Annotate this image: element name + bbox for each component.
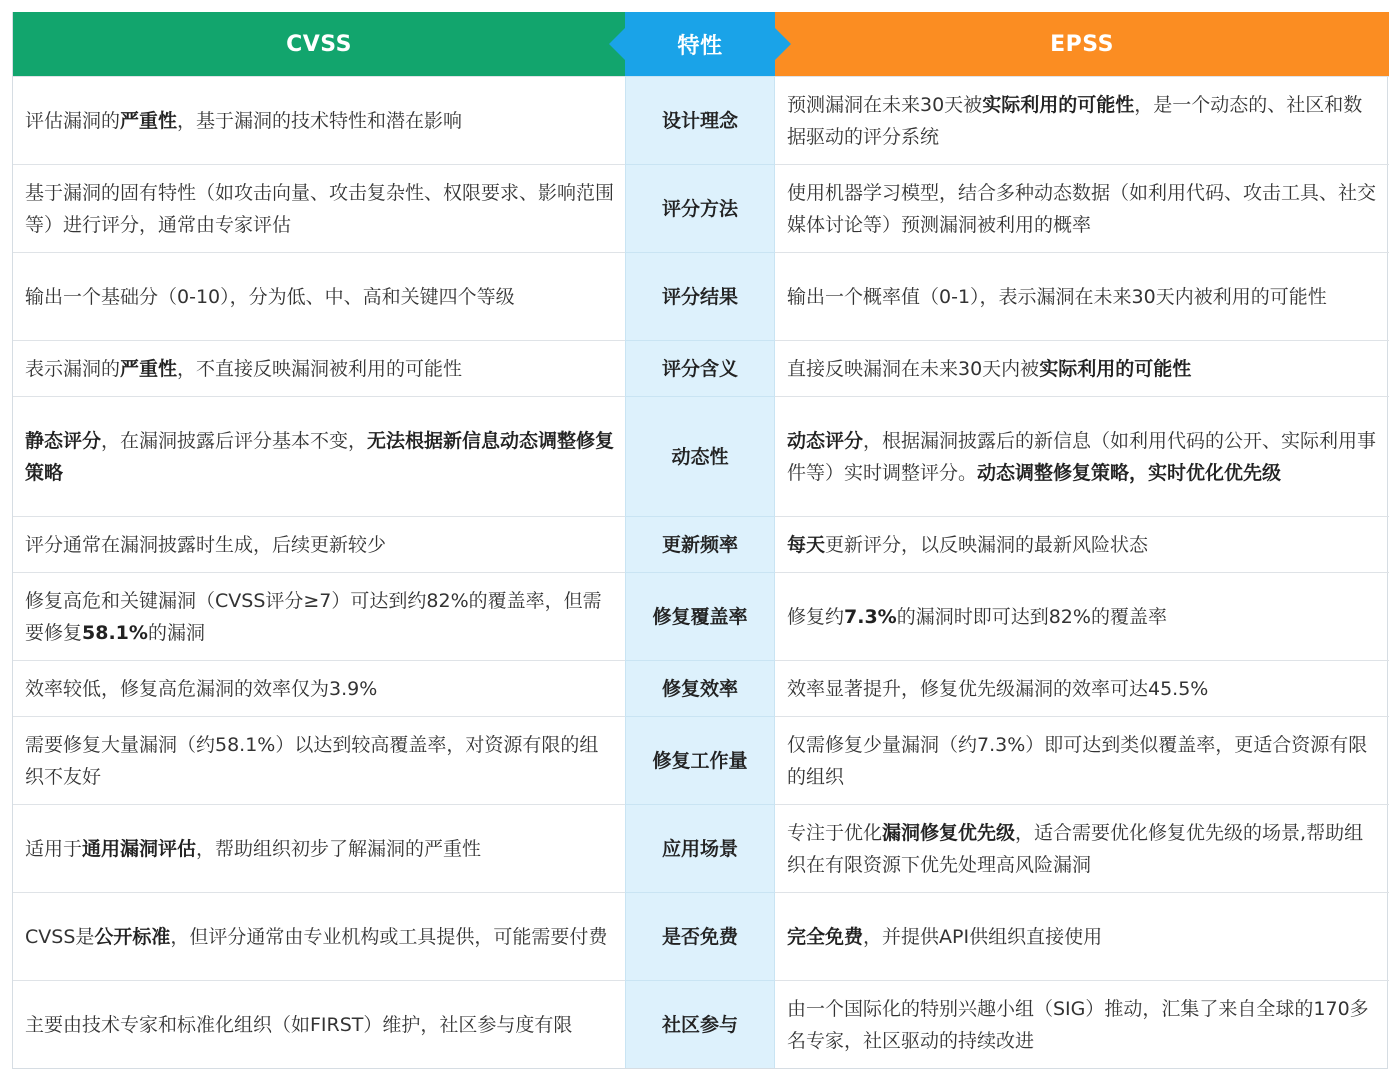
bold-text-segment: 静态评分 — [25, 429, 102, 452]
text-segment: 效率显著提升，修复优先级漏洞的效率可达45.5% — [787, 677, 1209, 700]
epss-cell — [775, 660, 1389, 716]
text-segment: ，是一个动态的、社区和数据驱动的评分系统 — [787, 93, 1363, 148]
text-segment: ，但评分通常由专业机构或工具提供，可能需要付费 — [170, 925, 608, 948]
epss-cell — [775, 396, 1389, 516]
epss-cell — [775, 252, 1389, 340]
text-segment: ，根据漏洞披露后的新信息（如利用代码的公开、实际利用事件等）实时调整评分。 — [787, 429, 1377, 484]
bold-text-segment: 通用漏洞评估 — [82, 837, 197, 860]
feature-cell: 修复覆盖率 — [625, 572, 775, 660]
epss-cell-text — [787, 921, 1102, 953]
epss-cell — [775, 516, 1389, 572]
epss-cell-text — [787, 353, 1191, 385]
text-segment: CVSS是 — [25, 925, 95, 948]
epss-cell-text — [787, 425, 1379, 489]
epss-cell — [775, 340, 1389, 396]
epss-cell — [775, 164, 1389, 252]
cvss-cell-text — [25, 425, 615, 489]
bold-text-segment: 动态评分 — [787, 429, 864, 452]
feature-cell: 动态性 — [625, 396, 775, 516]
cvss-cell-text — [25, 585, 615, 649]
cvss-cell — [13, 804, 625, 892]
feature-cell: 修复工作量 — [625, 716, 775, 804]
cvss-cell — [13, 660, 625, 716]
epss-cell-text — [787, 281, 1327, 313]
cvss-cell — [13, 716, 625, 804]
comparison-table — [12, 12, 1388, 1069]
cvss-cell — [13, 340, 625, 396]
cvss-cell-text — [25, 921, 607, 953]
text-segment: ，并提供API供组织直接使用 — [863, 925, 1103, 948]
bold-text-segment: 公开标准 — [94, 925, 171, 948]
feature-cell: 修复效率 — [625, 660, 775, 716]
epss-column-header: EPSS — [775, 12, 1389, 76]
cvss-cell-text — [25, 529, 386, 561]
cvss-cell — [13, 572, 625, 660]
text-segment: 评分通常在漏洞披露时生成，后续更新较少 — [25, 533, 387, 556]
cvss-cell-text — [25, 729, 615, 793]
cvss-cell-text — [25, 281, 515, 313]
epss-cell — [775, 980, 1389, 1068]
bold-text-segment: 实际利用的可能性 — [982, 93, 1135, 116]
text-segment: 输出一个概率值（0-1），表示漏洞在未来30天内被利用的可能性 — [787, 285, 1327, 308]
text-segment: 的漏洞时即可达到82%的覆盖率 — [896, 605, 1167, 628]
text-segment: 由一个国际化的特别兴趣小组（SIG）推动，汇集了来自全球的170多名专家，社区驱动的持续改进 — [787, 997, 1369, 1052]
text-segment: 输出一个基础分（0-10），分为低、中、高和关键四个等级 — [25, 285, 515, 308]
cvss-cell — [13, 252, 625, 340]
epss-cell-text — [787, 89, 1379, 153]
feature-cell: 评分方法 — [625, 164, 775, 252]
epss-cell-text — [787, 729, 1379, 793]
epss-cell — [775, 716, 1389, 804]
cvss-cell-text — [25, 353, 462, 385]
cvss-cell-text — [25, 177, 615, 241]
epss-cell-text — [787, 817, 1379, 881]
bold-text-segment: 实际利用的可能性 — [1039, 357, 1192, 380]
feature-cell: 更新频率 — [625, 516, 775, 572]
bold-text-segment: 漏洞修复优先级 — [882, 821, 1016, 844]
text-segment: 适用于 — [25, 837, 83, 860]
epss-cell — [775, 892, 1389, 980]
text-segment: 的漏洞 — [147, 621, 205, 644]
text-segment: 预测漏洞在未来30天被 — [787, 93, 983, 116]
bold-text-segment: 严重性 — [120, 357, 178, 380]
cvss-cell-text — [25, 833, 481, 865]
bold-text-segment: 无法根据新信息动态调整修复策略 — [25, 429, 615, 484]
cvss-cell-text — [25, 1009, 572, 1041]
feature-cell: 评分结果 — [625, 252, 775, 340]
epss-cell-text — [787, 529, 1148, 561]
epss-cell — [775, 76, 1389, 164]
text-segment: 使用机器学习模型，结合多种动态数据（如利用代码、攻击工具、社交媒体讨论等）预测漏洞被利用的概率 — [787, 181, 1377, 236]
cvss-cell — [13, 396, 625, 516]
text-segment: ，基于漏洞的技术特性和潜在影响 — [177, 109, 463, 132]
text-segment: 专注于优化 — [787, 821, 883, 844]
text-segment: 效率较低，修复高危漏洞的效率仅为3.9% — [25, 677, 378, 700]
cvss-cell — [13, 980, 625, 1068]
text-segment: 表示漏洞的 — [25, 357, 121, 380]
bold-text-segment: 严重性 — [120, 109, 178, 132]
bold-text-segment: 58.1% — [82, 621, 148, 644]
feature-column-header: 特性 — [625, 12, 775, 76]
text-segment: ，帮助组织初步了解漏洞的严重性 — [196, 837, 482, 860]
epss-cell — [775, 804, 1389, 892]
feature-cell: 评分含义 — [625, 340, 775, 396]
cvss-cell-text — [25, 673, 377, 705]
cvss-cell — [13, 76, 625, 164]
bold-text-segment: 7.3% — [844, 605, 897, 628]
text-segment: 仅需修复少量漏洞（约7.3%）即可达到类似覆盖率，更适合资源有限的组织 — [787, 733, 1368, 788]
cvss-column-header: CVSS — [13, 12, 625, 76]
text-segment: ，适合需要优化修复优先级的场景,帮助组织在有限资源下优先处理高风险漏洞 — [787, 821, 1364, 876]
feature-cell: 设计理念 — [625, 76, 775, 164]
epss-cell-text — [787, 177, 1379, 241]
text-segment: ，不直接反映漏洞被利用的可能性 — [177, 357, 463, 380]
bold-text-segment: 每天 — [787, 533, 826, 556]
feature-cell: 应用场景 — [625, 804, 775, 892]
text-segment: 更新评分，以反映漏洞的最新风险状态 — [825, 533, 1149, 556]
text-segment: 修复高危和关键漏洞（CVSS评分≥7）可达到约82%的覆盖率，但需要修复 — [25, 589, 602, 644]
cvss-cell-text — [25, 105, 462, 137]
text-segment: ，在漏洞披露后评分基本不变， — [101, 429, 368, 452]
text-segment: 修复约 — [787, 605, 845, 628]
bold-text-segment: 完全免费 — [787, 925, 864, 948]
text-segment: 直接反映漏洞在未来30天内被 — [787, 357, 1040, 380]
bold-text-segment: 动态调整修复策略，实时优化优先级 — [977, 461, 1282, 484]
text-segment: 评估漏洞的 — [25, 109, 121, 132]
feature-cell: 社区参与 — [625, 980, 775, 1068]
text-segment: 需要修复大量漏洞（约58.1%）以达到较高覆盖率，对资源有限的组织不友好 — [25, 733, 599, 788]
epss-cell — [775, 572, 1389, 660]
epss-cell-text — [787, 673, 1208, 705]
cvss-cell — [13, 892, 625, 980]
epss-cell-text — [787, 993, 1379, 1057]
text-segment: 主要由技术专家和标准化组织（如FIRST）维护，社区参与度有限 — [25, 1013, 573, 1036]
feature-cell: 是否免费 — [625, 892, 775, 980]
text-segment: 基于漏洞的固有特性（如攻击向量、攻击复杂性、权限要求、影响范围等）进行评分，通常由专家评估 — [25, 181, 615, 236]
cvss-cell — [13, 516, 625, 572]
cvss-cell — [13, 164, 625, 252]
epss-cell-text — [787, 601, 1167, 633]
